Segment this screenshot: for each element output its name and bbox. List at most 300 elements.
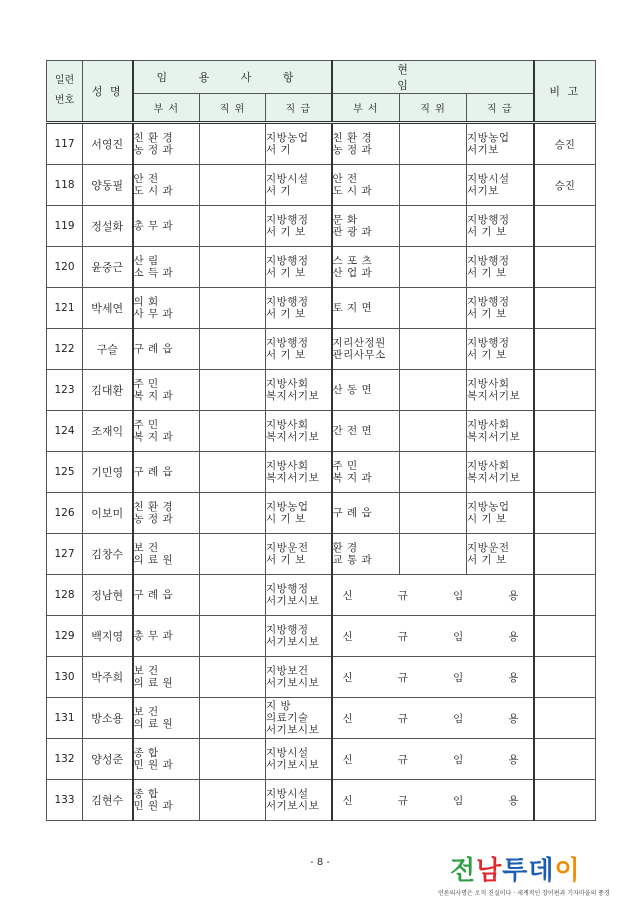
name-cell: 구슬 [83, 329, 133, 370]
table-row [47, 288, 596, 329]
cell-line: 지리산정원 [332, 337, 386, 349]
table-row [47, 534, 596, 575]
name-cell: 방소용 [83, 698, 133, 739]
name-cell: 양성준 [83, 739, 133, 780]
appointment-position-cell [200, 534, 266, 575]
cell-line: 보 건 [133, 706, 159, 718]
current-position-cell [400, 288, 467, 329]
cell-line: 서기보시보 [266, 724, 320, 736]
note-cell [534, 739, 596, 780]
cell-line: 농 정 과 [133, 144, 174, 156]
new-appointment-word: 규 [397, 753, 408, 766]
table-row [47, 452, 596, 493]
cell-line: 구 례 읍 [332, 507, 373, 519]
appointment-dept-cell [133, 657, 200, 698]
new-appointment-cell [332, 657, 534, 698]
cell-line: 안 전 [133, 173, 159, 185]
new-appointment-word: 임 [453, 671, 464, 684]
new-appointment-cell [332, 739, 534, 780]
cell-line: 관 광 과 [332, 226, 373, 238]
appointment-grade-cell [266, 247, 332, 288]
note-cell [534, 657, 596, 698]
name-cell: 양동필 [83, 165, 133, 206]
appointment-grade-cell [266, 575, 332, 616]
current-dept-cell [332, 247, 400, 288]
logo [438, 856, 630, 897]
cell-line: 종 합 [133, 747, 159, 759]
cell-line: 토 지 면 [332, 302, 373, 314]
appointment-grade-cell [266, 165, 332, 206]
current-grade-cell [467, 288, 534, 329]
cell-line: 서기보시보 [266, 800, 320, 812]
table-row [47, 739, 596, 780]
cell-line: 지방운전 [467, 542, 510, 554]
new-appointment-word: 신 [342, 712, 353, 725]
cell-line: 도 시 과 [332, 185, 373, 197]
new-appointment-word: 용 [508, 794, 519, 807]
table-row [47, 616, 596, 657]
cell-line: 서 기 보 [467, 308, 507, 320]
cell-line: 문 화 [332, 214, 358, 226]
name-cell: 정남현 [83, 575, 133, 616]
new-appointment-word: 임 [453, 589, 464, 602]
cell-line: 친 환 경 [133, 132, 174, 144]
cell-line: 지방농업 [266, 501, 309, 513]
new-appointment-word: 규 [397, 589, 408, 602]
note-cell [534, 370, 596, 411]
cell-line: 서기보시보 [266, 677, 320, 689]
serial-cell: 126 [47, 493, 83, 534]
cell-line: 민 원 과 [133, 759, 174, 771]
appointment-grade-cell [266, 493, 332, 534]
note-header: 비 고 [534, 61, 596, 123]
cell-line: 복지서기보 [266, 390, 320, 402]
serial-cell: 131 [47, 698, 83, 739]
serial-cell: 121 [47, 288, 83, 329]
serial-cell: 122 [47, 329, 83, 370]
note-cell [534, 575, 596, 616]
cell-line: 간 전 면 [332, 425, 373, 437]
current-dept-cell [332, 493, 400, 534]
current-grade-cell [467, 493, 534, 534]
cell-line: 농 정 과 [332, 144, 373, 156]
cell-line: 서기보시보 [266, 595, 320, 607]
cell-line: 서기보 [467, 185, 499, 197]
current-position-cell [400, 452, 467, 493]
cell-line: 지방사회 [266, 419, 309, 431]
new-appointment-word: 규 [397, 671, 408, 684]
table-row [47, 329, 596, 370]
cell-line: 지방시설 [266, 788, 309, 800]
new-appointment-word: 임 [453, 630, 464, 643]
name-header: 성 명 [83, 61, 133, 123]
appointment-position-cell [200, 206, 266, 247]
appointment-position-header: 직 위 [200, 94, 266, 123]
cell-line: 지 방 [266, 700, 292, 712]
appointment-position-cell [200, 493, 266, 534]
name-cell: 윤중근 [83, 247, 133, 288]
cell-line: 구 례 읍 [133, 466, 174, 478]
cell-line: 구 례 읍 [133, 589, 174, 601]
note-cell [534, 288, 596, 329]
cell-line: 지방행정 [266, 583, 309, 595]
serial-cell: 118 [47, 165, 83, 206]
cell-line: 지방행정 [467, 214, 510, 226]
name-cell: 서영진 [83, 123, 133, 165]
appointment-grade-cell [266, 288, 332, 329]
current-grade-cell [467, 206, 534, 247]
serial-header: 일련 번호 [47, 61, 83, 123]
appointment-grade-cell [266, 698, 332, 739]
current-dept-cell [332, 329, 400, 370]
table-row [47, 698, 596, 739]
serial-cell: 127 [47, 534, 83, 575]
current-dept-cell [332, 165, 400, 206]
new-appointment-word: 규 [397, 712, 408, 725]
current-position-cell [400, 123, 467, 165]
appointment-position-cell [200, 123, 266, 165]
cell-line: 복지서기보 [467, 431, 521, 443]
note-cell: 승진 [534, 123, 596, 165]
cell-line: 친 환 경 [133, 501, 174, 513]
serial-cell: 129 [47, 616, 83, 657]
new-appointment-word: 규 [397, 630, 408, 643]
cell-line: 복지서기보 [467, 390, 521, 402]
logo-title: 전남투데이 [450, 856, 581, 886]
cell-line: 환 경 [332, 542, 358, 554]
appointment-grade-cell [266, 329, 332, 370]
table-row [47, 165, 596, 206]
note-cell [534, 780, 596, 821]
current-grade-cell [467, 165, 534, 206]
logo-tagline: 언론의사명은 오직 진실이다 · 세계적인 장이편과 기자마을의 풍경 [438, 890, 610, 897]
name-cell: 김현수 [83, 780, 133, 821]
appointment-dept-cell [133, 247, 200, 288]
current-position-cell [400, 534, 467, 575]
cell-line: 지방행정 [266, 624, 309, 636]
new-appointment-word: 신 [342, 671, 353, 684]
appointment-position-cell [200, 780, 266, 821]
current-grade-header: 직 급 [467, 94, 534, 123]
new-appointment-word: 임 [453, 794, 464, 807]
appointment-grade-cell [266, 206, 332, 247]
cell-line: 서 기 보 [266, 554, 306, 566]
name-cell: 박세연 [83, 288, 133, 329]
cell-line: 구 례 읍 [133, 343, 174, 355]
current-position-cell [400, 493, 467, 534]
cell-line: 지방보건 [266, 665, 309, 677]
current-grade-cell [467, 370, 534, 411]
new-appointment-cell [332, 575, 534, 616]
cell-line: 서 기 보 [266, 226, 306, 238]
cell-line: 농 정 과 [133, 513, 174, 525]
serial-cell: 119 [47, 206, 83, 247]
appointment-dept-cell [133, 493, 200, 534]
note-cell [534, 534, 596, 575]
cell-line: 지방행정 [266, 255, 309, 267]
cell-line: 서 기 [266, 185, 292, 197]
cell-line: 안 전 [332, 173, 358, 185]
appointment-dept-cell [133, 616, 200, 657]
new-appointment-word: 규 [397, 794, 408, 807]
cell-line: 종 합 [133, 788, 159, 800]
cell-line: 의 료 원 [133, 554, 174, 566]
appointment-header: 임 용 사 항 [133, 61, 332, 94]
appointment-dept-cell [133, 575, 200, 616]
serial-cell: 124 [47, 411, 83, 452]
appointment-dept-cell [133, 123, 200, 165]
appointment-dept-cell [133, 165, 200, 206]
appointment-position-cell [200, 698, 266, 739]
appointment-dept-cell [133, 780, 200, 821]
note-cell [534, 411, 596, 452]
current-dept-cell [332, 534, 400, 575]
appointment-position-cell [200, 739, 266, 780]
cell-line: 관리사무소 [332, 349, 386, 361]
appointment-dept-header: 부 서 [133, 94, 200, 123]
cell-line: 지방운전 [266, 542, 309, 554]
appointment-grade-cell [266, 616, 332, 657]
appointment-position-cell [200, 657, 266, 698]
current-dept-cell [332, 411, 400, 452]
appointment-position-cell [200, 616, 266, 657]
cell-line: 지방행정 [467, 255, 510, 267]
appointment-position-cell [200, 288, 266, 329]
cell-line: 복지서기보 [266, 472, 320, 484]
current-dept-header: 부 서 [332, 94, 400, 123]
cell-line: 산 업 과 [332, 267, 373, 279]
current-position-cell [400, 165, 467, 206]
cell-line: 지방사회 [266, 378, 309, 390]
cell-line: 의료기술 [266, 712, 309, 724]
appointment-dept-cell [133, 739, 200, 780]
serial-cell: 120 [47, 247, 83, 288]
name-cell: 박주희 [83, 657, 133, 698]
serial-cell: 133 [47, 780, 83, 821]
appointment-grade-cell [266, 123, 332, 165]
cell-line: 지방행정 [467, 296, 510, 308]
table-row [47, 370, 596, 411]
cell-line: 복 지 과 [133, 390, 174, 402]
current-dept-cell [332, 123, 400, 165]
cell-line: 지방행정 [266, 214, 309, 226]
cell-line: 주 민 [133, 378, 159, 390]
cell-line: 시 기 보 [467, 513, 507, 525]
cell-line: 지방시설 [467, 173, 510, 185]
new-appointment-cell [332, 616, 534, 657]
cell-line: 지방행정 [467, 337, 510, 349]
current-position-cell [400, 411, 467, 452]
current-grade-cell [467, 452, 534, 493]
name-cell: 김창수 [83, 534, 133, 575]
cell-line: 서 기 [266, 144, 292, 156]
new-appointment-word: 신 [342, 794, 353, 807]
table-row [47, 123, 596, 165]
appointment-grade-cell [266, 452, 332, 493]
appointment-position-cell [200, 165, 266, 206]
table-row [47, 575, 596, 616]
table-row [47, 780, 596, 821]
current-header: 현 임 [332, 61, 534, 94]
cell-line: 교 통 과 [332, 554, 373, 566]
serial-cell: 123 [47, 370, 83, 411]
current-grade-cell [467, 123, 534, 165]
table-row [47, 657, 596, 698]
appointment-position-cell [200, 247, 266, 288]
page-number: - 8 - [310, 857, 330, 868]
current-dept-cell [332, 370, 400, 411]
cell-line: 지방농업 [467, 501, 510, 513]
current-position-cell [400, 329, 467, 370]
new-appointment-word: 용 [508, 630, 519, 643]
note-cell: 승진 [534, 165, 596, 206]
cell-line: 의 료 원 [133, 718, 174, 730]
cell-line: 복 지 과 [332, 472, 373, 484]
current-dept-cell [332, 288, 400, 329]
appointment-position-cell [200, 575, 266, 616]
cell-line: 복지서기보 [467, 472, 521, 484]
serial-cell: 128 [47, 575, 83, 616]
current-grade-cell [467, 534, 534, 575]
note-cell [534, 493, 596, 534]
appointment-grade-cell [266, 739, 332, 780]
name-cell: 이보미 [83, 493, 133, 534]
cell-line: 의 료 원 [133, 677, 174, 689]
current-grade-cell [467, 247, 534, 288]
serial-cell: 130 [47, 657, 83, 698]
new-appointment-cell [332, 780, 534, 821]
cell-line: 보 건 [133, 665, 159, 677]
cell-line: 보 건 [133, 542, 159, 554]
table-body [47, 123, 596, 821]
current-position-cell [400, 206, 467, 247]
new-appointment-word: 임 [453, 753, 464, 766]
cell-line: 친 환 경 [332, 132, 373, 144]
appointment-grade-cell [266, 411, 332, 452]
new-appointment-word: 임 [453, 712, 464, 725]
appointment-dept-cell [133, 288, 200, 329]
appointment-grade-cell [266, 534, 332, 575]
new-appointment-word: 신 [342, 630, 353, 643]
table-row [47, 493, 596, 534]
appointment-dept-cell [133, 452, 200, 493]
cell-line: 지방시설 [266, 173, 309, 185]
current-position-cell [400, 247, 467, 288]
appointment-dept-cell [133, 370, 200, 411]
cell-line: 서 기 보 [467, 267, 507, 279]
cell-line: 주 민 [332, 460, 358, 472]
appointment-dept-cell [133, 206, 200, 247]
cell-line: 민 원 과 [133, 800, 174, 812]
cell-line: 스 포 츠 [332, 255, 373, 267]
new-appointment-word: 용 [508, 671, 519, 684]
cell-line: 서 기 보 [266, 349, 306, 361]
table-row [47, 247, 596, 288]
current-dept-cell [332, 452, 400, 493]
new-appointment-word: 신 [342, 589, 353, 602]
cell-line: 복 지 과 [133, 431, 174, 443]
name-cell: 정설화 [83, 206, 133, 247]
appointment-dept-cell [133, 329, 200, 370]
cell-line: 지방농업 [266, 132, 309, 144]
name-cell: 백지영 [83, 616, 133, 657]
appointment-grade-cell [266, 370, 332, 411]
current-grade-cell [467, 411, 534, 452]
cell-line: 서 기 보 [266, 308, 306, 320]
name-cell: 조재익 [83, 411, 133, 452]
note-cell [534, 206, 596, 247]
new-appointment-word: 용 [508, 712, 519, 725]
cell-line: 사 무 과 [133, 308, 174, 320]
new-appointment-word: 신 [342, 753, 353, 766]
cell-line: 지방사회 [467, 460, 510, 472]
cell-line: 서 기 보 [467, 349, 507, 361]
cell-line: 도 시 과 [133, 185, 174, 197]
cell-line: 서 기 보 [467, 554, 507, 566]
appointment-position-cell [200, 370, 266, 411]
cell-line: 의 회 [133, 296, 159, 308]
serial-cell: 125 [47, 452, 83, 493]
current-grade-cell [467, 329, 534, 370]
new-appointment-word: 용 [508, 589, 519, 602]
appointment-position-cell [200, 329, 266, 370]
new-appointment-cell [332, 698, 534, 739]
table-row [47, 206, 596, 247]
cell-line: 서기보시보 [266, 759, 320, 771]
table-row [47, 411, 596, 452]
cell-line: 지방농업 [467, 132, 510, 144]
serial-cell: 117 [47, 123, 83, 165]
note-cell [534, 616, 596, 657]
current-position-cell [400, 370, 467, 411]
cell-line: 서기보시보 [266, 636, 320, 648]
note-cell [534, 329, 596, 370]
cell-line: 지방사회 [467, 378, 510, 390]
appointment-grade-cell [266, 780, 332, 821]
current-position-header: 직 위 [400, 94, 467, 123]
name-cell: 기민영 [83, 452, 133, 493]
cell-line: 서 기 보 [266, 267, 306, 279]
cell-line: 지방행정 [266, 296, 309, 308]
cell-line: 총 무 과 [133, 220, 174, 232]
appointment-dept-cell [133, 411, 200, 452]
cell-line: 주 민 [133, 419, 159, 431]
current-dept-cell [332, 206, 400, 247]
cell-line: 서기보 [467, 144, 499, 156]
appointment-dept-cell [133, 698, 200, 739]
cell-line: 복지서기보 [266, 431, 320, 443]
new-appointment-word: 용 [508, 753, 519, 766]
note-cell [534, 452, 596, 493]
cell-line: 시 기 보 [266, 513, 306, 525]
name-cell: 김대환 [83, 370, 133, 411]
cell-line: 지방사회 [266, 460, 309, 472]
cell-line: 산 림 [133, 255, 159, 267]
appointment-grade-cell [266, 657, 332, 698]
appointment-position-cell [200, 411, 266, 452]
cell-line: 지방시설 [266, 747, 309, 759]
cell-line: 지방행정 [266, 337, 309, 349]
cell-line: 총 무 과 [133, 630, 174, 642]
appointment-dept-cell [133, 534, 200, 575]
note-cell [534, 698, 596, 739]
cell-line: 소 득 과 [133, 267, 174, 279]
cell-line: 산 동 면 [332, 384, 373, 396]
appointment-grade-header: 직 급 [266, 94, 332, 123]
cell-line: 서 기 보 [467, 226, 507, 238]
serial-cell: 132 [47, 739, 83, 780]
note-cell [534, 247, 596, 288]
